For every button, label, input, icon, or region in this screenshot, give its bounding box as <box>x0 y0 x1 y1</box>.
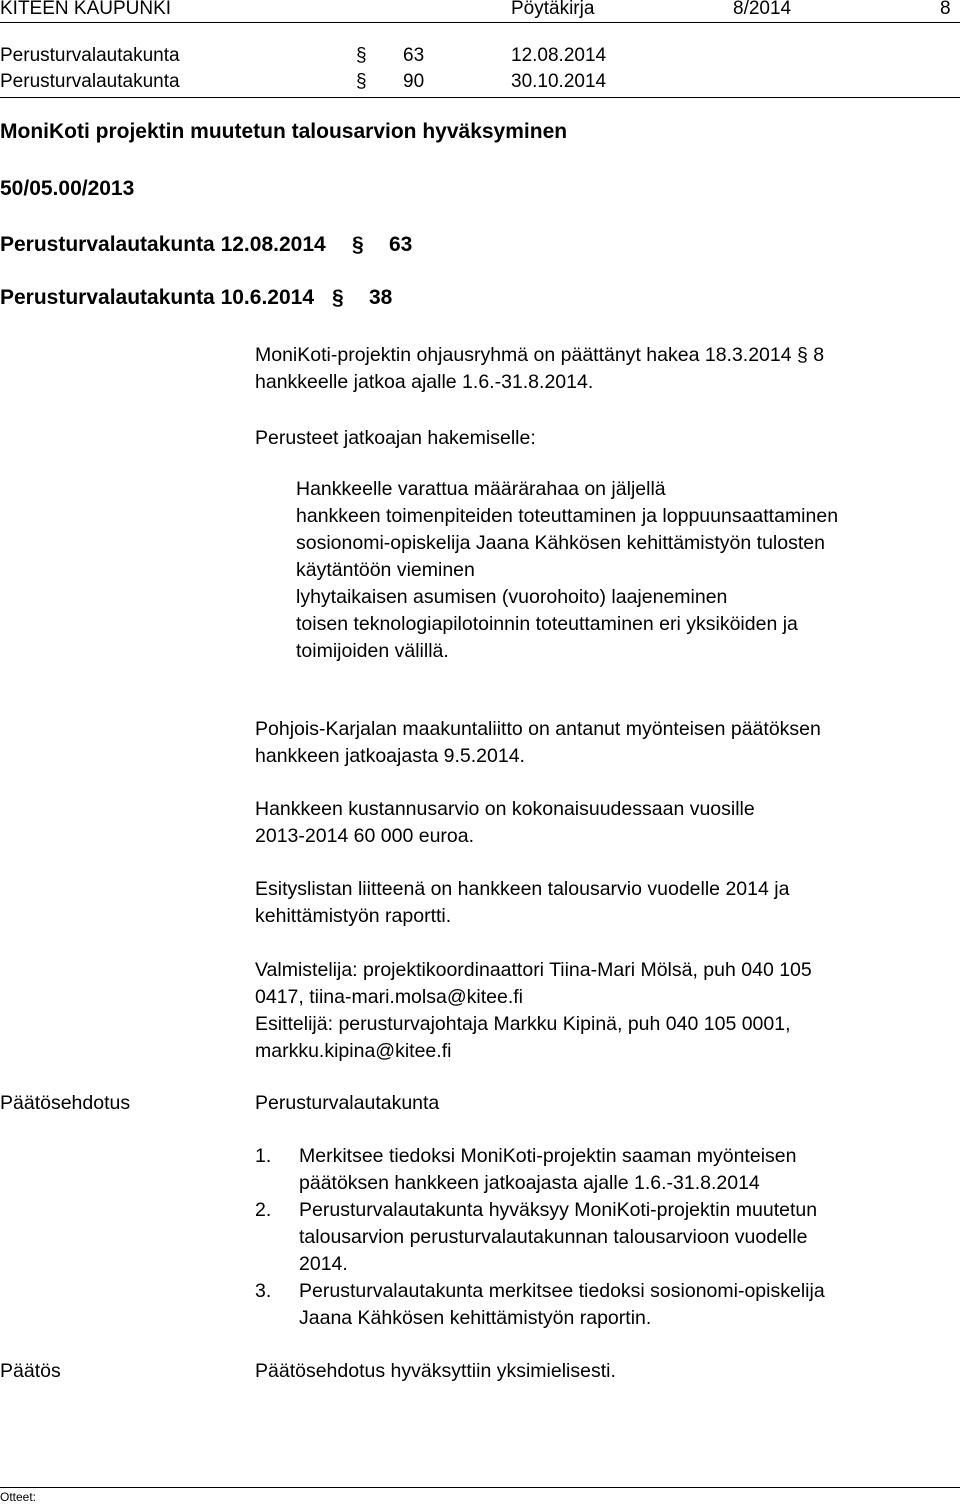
intro-paragraph: MoniKoti-projektin ohjausryhmä on päättänyt hakea 18.3.2014 § 8 hankkeelle jatkoa ajalle 1.6.-31.8.2014. <box>255 344 825 393</box>
organization-name: KITEEN KAUPUNKI <box>0 0 172 19</box>
reference-section: 90 <box>403 71 425 92</box>
history-body: Perusturvalautakunta 12.08.2014 <box>0 233 326 256</box>
list-item: toimijoiden välillä. <box>296 640 449 662</box>
list-item: lyhytaikaisen asumisen (vuorohoito) laajeneminen <box>296 586 728 608</box>
reference-date: 12.08.2014 <box>511 45 607 66</box>
list-item: Hankkeelle varattua määrärahaa on jäljellä <box>296 478 666 500</box>
header-rule <box>0 22 960 23</box>
section-mark-icon: § <box>356 45 367 66</box>
proposal-label: Päätösehdotus <box>0 1092 131 1114</box>
references-rule <box>0 97 960 98</box>
page-number: 8 <box>940 0 951 19</box>
history-section: 63 <box>389 233 413 256</box>
section-mark-icon: § <box>797 344 808 366</box>
paragraph: Esityslistan liitteenä on hankkeen talousarvio vuodelle 2014 ja kehittämistyön raportti. <box>255 878 790 927</box>
list-item: käytäntöön vieminen <box>296 559 475 581</box>
copies-label: Otteet: <box>0 1490 37 1504</box>
decision-text: Päätösehdotus hyväksyttiin yksimielisesti. <box>255 1360 616 1382</box>
proposal-list: 1. Merkitsee tiedoksi MoniKoti-projektin saaman myönteisen päätöksen hankkeen jatkoajasta ajalle 1.6.-31.8.2014 2. Perusturvalautakunta hyväksyy MoniKoti-projektin muutetun talousarvion perusturvalautakunnan talousarvioon vuodelle 2014. 3. Perusturvalautakunta merkitsee tiedoksi sosionomi-opiskelija Jaana Kähkösen kehittämistyön raportin. <box>255 1145 825 1329</box>
reference-section: 63 <box>403 45 425 66</box>
section-mark-icon: § <box>332 286 344 309</box>
paragraph: Hankkeen kustannusarvio on kokonaisuudessaan vuosille 2013-2014 60 000 euroa. <box>255 798 755 847</box>
paragraph: Pohjois-Karjalan maakuntaliitto on antanut myönteisen päätöksen hankkeen jatkoajasta 9.5.2014. <box>255 718 821 767</box>
section-mark-icon: § <box>352 233 364 256</box>
history-section: 38 <box>369 286 393 309</box>
grounds-heading: Perusteet jatkoajan hakemiselle: <box>255 427 536 449</box>
section-mark-icon: § <box>356 71 367 92</box>
minutes-number: 8/2014 <box>733 0 792 19</box>
document-type: Pöytäkirja <box>511 0 595 19</box>
grounds-list <box>296 476 838 665</box>
preparer-presenter: Valmistelija: projektikoordinaattori Tiina-Mari Mölsä, puh 040 105 0417, tiina-mari.molsa@kitee.fi Esittelijä: perusturvajohtaja Markku Kipinä, puh 040 105 0001, markku.kipina@kitee.fi <box>255 959 812 1062</box>
list-item: toisen teknologiapilotoinnin toteuttaminen eri yksiköiden ja <box>296 613 798 635</box>
reference-date: 30.10.2014 <box>511 71 607 92</box>
footer-rule <box>0 1487 960 1488</box>
history-body: Perusturvalautakunta 10.6.2014 <box>0 286 314 309</box>
decision-label: Päätös <box>0 1360 61 1382</box>
record-id: 50/05.00/2013 <box>0 177 135 200</box>
list-item: sosionomi-opiskelija Jaana Kähkösen kehittämistyön tulosten <box>296 532 825 554</box>
proposal-body: Perusturvalautakunta <box>255 1092 440 1114</box>
reference-body: Perusturvalautakunta <box>0 45 180 66</box>
reference-body: Perusturvalautakunta <box>0 71 180 92</box>
page-title: MoniKoti projektin muutetun talousarvion hyväksyminen <box>0 120 568 143</box>
list-item: hankkeen toimenpiteiden toteuttaminen ja loppuunsaattaminen <box>296 505 839 527</box>
